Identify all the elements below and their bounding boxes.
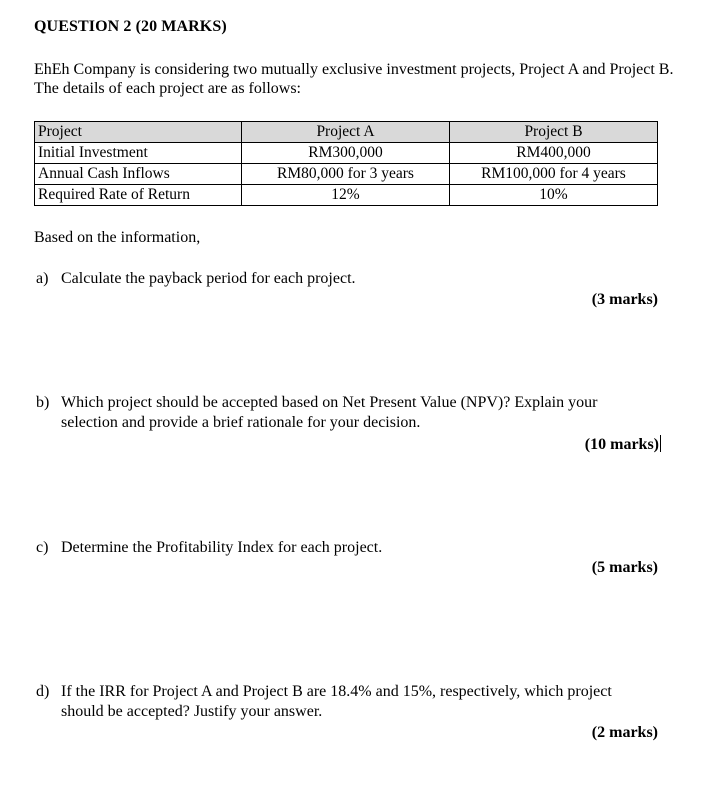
part-d-marks: (2 marks) bbox=[591, 724, 658, 741]
table-header-cell: Project bbox=[35, 122, 242, 143]
part-text: Calculate the payback period for each project. bbox=[61, 270, 356, 287]
part-text: Which project should be accepted based on Net Present Value (NPV)? Explain your selection and provide a brief rationale for your decision. bbox=[61, 394, 598, 431]
table-cell: RM400,000 bbox=[450, 143, 658, 164]
part-a-marks: (3 marks) bbox=[591, 291, 658, 308]
question-part-b bbox=[34, 393, 658, 433]
table-header-cell: Project B bbox=[450, 122, 658, 143]
table-cell: RM100,000 for 4 years bbox=[450, 164, 658, 185]
table-cell: Initial Investment bbox=[35, 143, 242, 164]
table-header-cell: Project A bbox=[242, 122, 450, 143]
question-heading: QUESTION 2 (20 MARKS) bbox=[34, 18, 227, 35]
table-cell: Required Rate of Return bbox=[35, 185, 242, 206]
part-text: If the IRR for Project A and Project B are 18.4% and 15%, respectively, which project should be accepted? Justify your answer. bbox=[61, 683, 612, 720]
part-c-marks: (5 marks) bbox=[591, 559, 658, 576]
table-cell: 10% bbox=[450, 185, 658, 206]
table-cell: Annual Cash Inflows bbox=[35, 164, 242, 185]
part-b-marks bbox=[585, 435, 661, 454]
table-cell: 12% bbox=[242, 185, 450, 206]
based-on-text: Based on the information, bbox=[34, 229, 201, 246]
table-row bbox=[35, 185, 658, 206]
part-label: c) bbox=[36, 539, 49, 556]
table-header-row bbox=[35, 122, 658, 143]
part-label: d) bbox=[36, 683, 50, 700]
table-row bbox=[35, 143, 658, 164]
table-row bbox=[35, 164, 658, 185]
question-intro: EhEh Company is considering two mutually exclusive investment projects, Project A and Project B. The details of each project are as follows: bbox=[34, 61, 674, 97]
question-part-c bbox=[34, 538, 658, 558]
text-cursor bbox=[660, 435, 661, 452]
part-text: Determine the Profitability Index for each project. bbox=[61, 539, 383, 556]
question-part-d bbox=[34, 682, 658, 722]
part-b-marks-text: (10 marks) bbox=[584, 436, 659, 453]
table-cell: RM80,000 for 3 years bbox=[242, 164, 450, 185]
part-label: b) bbox=[36, 394, 50, 411]
part-label: a) bbox=[36, 270, 49, 287]
question-part-a bbox=[34, 269, 658, 289]
table-cell: RM300,000 bbox=[242, 143, 450, 164]
project-details-table bbox=[34, 121, 658, 206]
